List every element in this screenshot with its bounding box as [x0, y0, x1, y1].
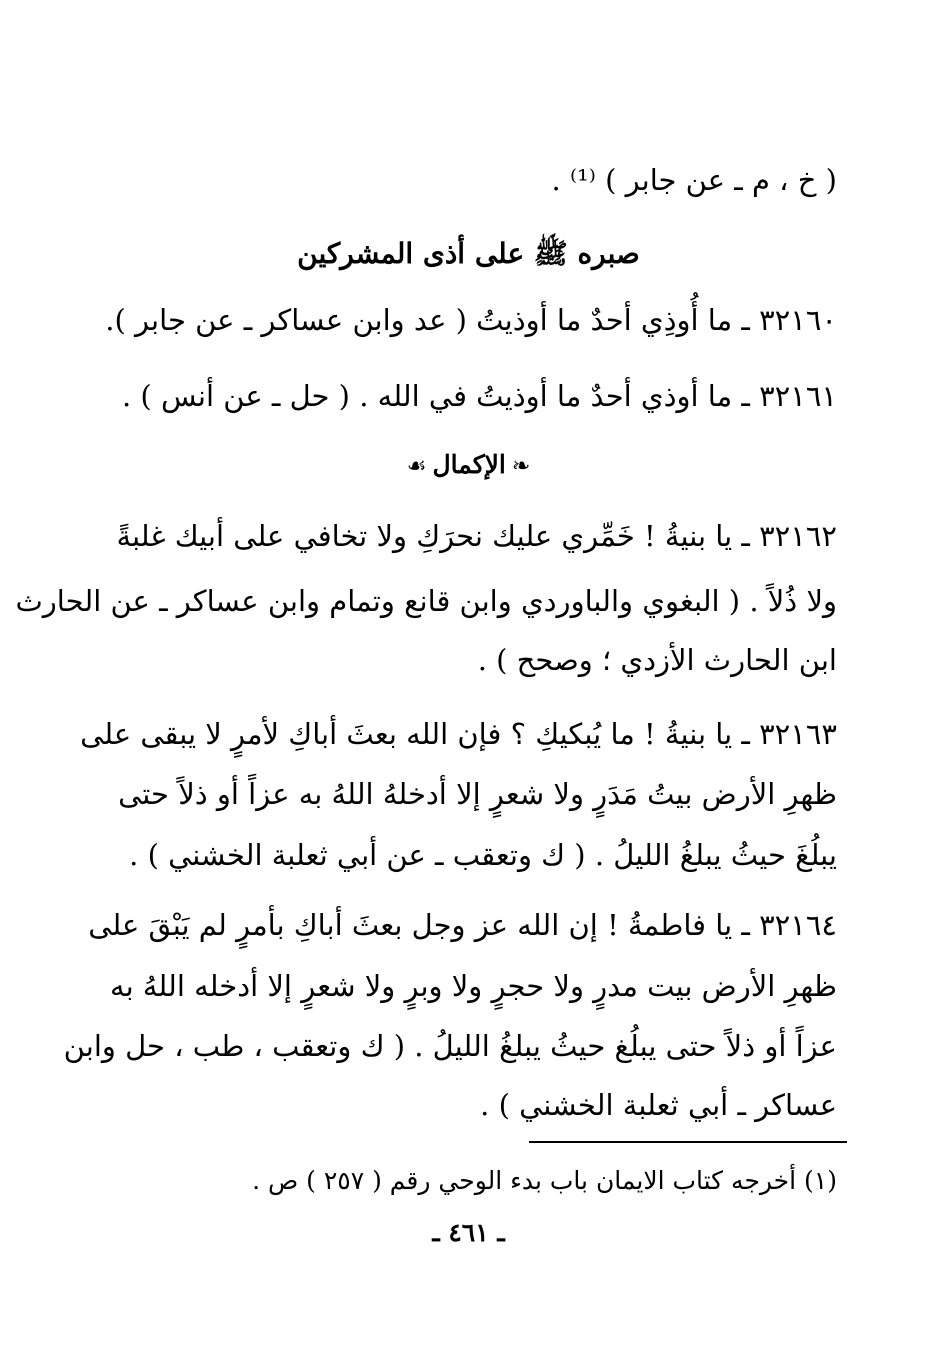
ornament-right-icon: ❧ [511, 454, 531, 479]
hadith-entry-32160: ٣٢١٦٠ ـ ما أُوذِي أحدٌ ما أوذيتُ ( عد وابن عساكر ـ عن جابر ). [105, 303, 837, 337]
paragraph-line: ولا ذُلاً . ( البغوي والباوردي وابن قانع وتمام وابن عساكر ـ عن الحارث [15, 584, 837, 618]
paragraph-line: ظهرِ الأرض بيتُ مَدَرٍ ولا شعرٍ إلا أدخلهُ اللهُ به عزاً أو ذلاً حتى [118, 777, 837, 811]
ornament-left-icon: ☙ [406, 454, 427, 479]
paragraph-line: ابن الحارث الأزدي ؛ وصحح ) . [477, 643, 837, 677]
paragraph-line: عزاً أو ذلاً حتى يبلُغ حيثُ يبلغُ الليلُ . ( ك وتعقب ، طب ، حل وابن [63, 1029, 837, 1063]
paragraph-line: ٣٢١٦٤ ـ يا فاطمةُ ! إن الله عز وجل بعثَ أباكِ بأمرٍ لم يَبْقَ على [88, 908, 837, 942]
footnote: (١) أخرجه كتاب الايمان باب بدء الوحي رقم ( ٢٥٧ ) ص . [252, 1166, 837, 1195]
section-heading-ikmal [0, 448, 937, 484]
paragraph-line: ٣٢١٦٣ ـ يا بنيةُ ! ما يُبكيكِ ؟ فإن الله بعثَ أباكِ لأمرٍ لا يبقى على [80, 717, 837, 751]
paragraph-line: ظهرِ الأرض بيت مدرٍ ولا حجرٍ ولا وبرٍ ولا شعرٍ إلا أدخله اللهُ به [110, 969, 837, 1003]
hadith-entry-32161: ٣٢١٦١ ـ ما أوذي أحدٌ ما أوذيتُ في الله . ( حل ـ عن أنس ) . [121, 379, 837, 413]
paragraph-line: ٣٢١٦٢ ـ يا بنيةُ ! خَمِّري عليك نحرَكِ ولا تخافي على أبيك غلبةً [116, 519, 837, 553]
paragraph-line: عساكر ـ أبي ثعلبة الخشني ) . [480, 1088, 837, 1122]
footnote-divider [529, 1141, 847, 1143]
page-number: ـ ٤٦١ ـ [432, 1218, 505, 1247]
top-line-citation: ( خ ، م ـ عن جابر ) ⁽¹⁾ . [551, 163, 837, 197]
section-heading-patience: صبره ﷺ على أذى المشركين [297, 237, 640, 270]
paragraph-line: يبلُغَ حيثُ يبلغُ الليلُ . ( ك وتعقب ـ عن أبي ثعلبة الخشني ) . [129, 838, 837, 872]
ikmal-label: الإكمال [432, 450, 506, 479]
